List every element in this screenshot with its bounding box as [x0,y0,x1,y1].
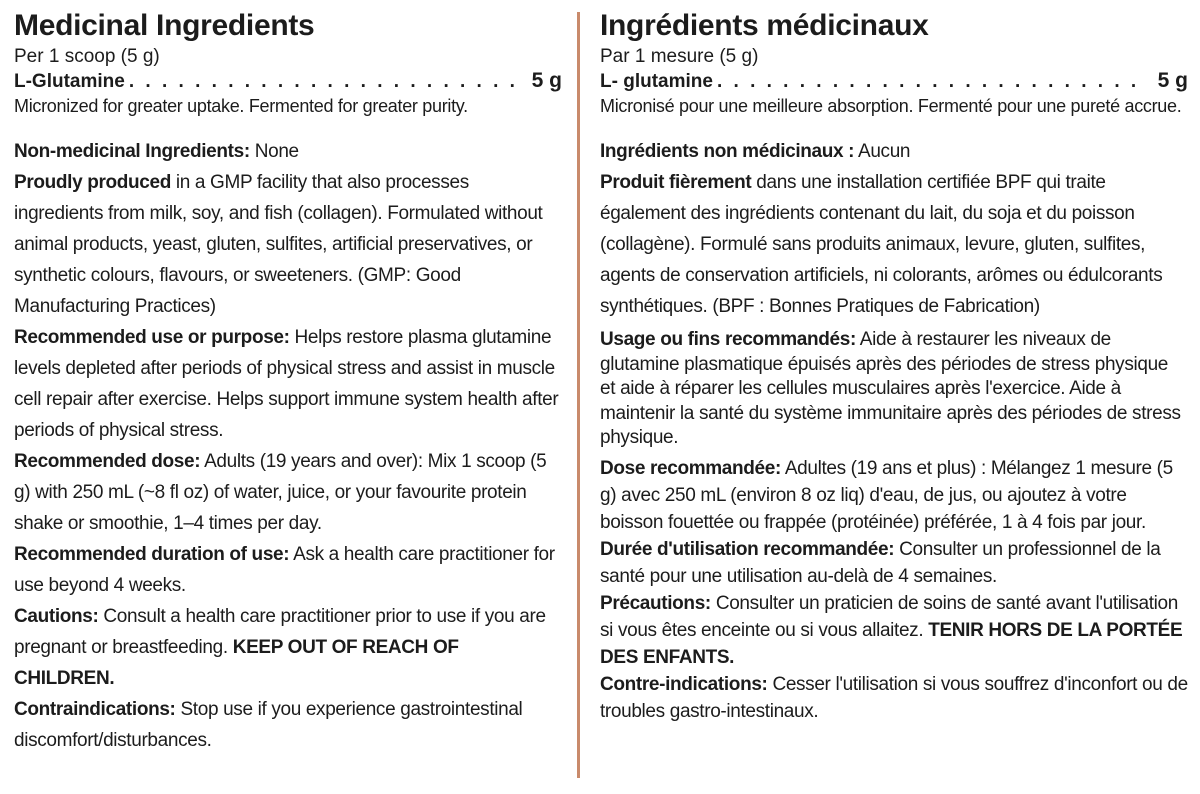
french-column [600,0,1188,725]
section-text: Aide à restaurer les niveaux de glutamine plasmatique épuisés après des périodes de stress physique et aide à réparer les cellules musculaires après l'exercice. Aide à maintenir la santé du système immunitaire après des périodes de stress physique. [600,329,1181,448]
section-label: Produit fièrement [600,172,752,193]
medicinal-ingredients-title: Medicinal Ingredients [14,9,315,42]
dot-leader [129,70,522,94]
section-text: Adultes (19 ans et plus) : Mélangez 1 mesure (5 g) avec 250 mL (environ 8 oz liq) d'eau, de jus, ou ajoutez à votre boisson fouettée ou frappée (protéinée) préférée, 1 à 4 fois par jour. [600,457,1173,533]
ingredient-row-fr [600,69,1188,94]
section-label: Cautions: [14,606,99,627]
ingredient-note-fr: Micronisé pour une meilleure absorption. Fermenté pour une pureté accrue. [600,96,1182,116]
section-text: Consult a health care practitioner prior to use if you are pregnant or breastfeeding. [14,606,546,658]
section-text: Stop use if you experience gastrointestinal discomfort/disturbances. [14,699,523,751]
ingredient-amount-fr: 5 g [1157,69,1188,92]
production-statement-fr [600,167,1188,322]
medicinal-ingredients-title-fr: Ingrédients médicinaux [600,9,929,42]
per-serving: Per 1 scoop (5 g) [14,46,160,67]
section-label: Recommended use or purpose: [14,327,290,348]
recommended-use [14,322,562,446]
production-statement [14,167,562,322]
recommended-dose-fr [600,455,1188,536]
label-sections-fr [600,136,1188,725]
dot-leader [717,70,1148,94]
section-label: Usage ou fins recommandés: [600,329,856,350]
ingredient-name: L-Glutamine [14,71,125,92]
contraindications-fr [600,671,1188,725]
keep-out-of-reach-warning: KEEP OUT OF REACH OF CHILDREN. [14,637,459,689]
section-text: Cesser l'utilisation si vous souffrez d'inconfort ou de troubles gastro-intestinaux. [600,673,1188,722]
section-text: in a GMP facility that also processes ingredients from milk, soy, and fish (collagen). Formulated without animal products, yeast, gluten, sulfites, artificial preservatives, or synthetic colours, flavours, or sweeteners. (GMP: Good Manufacturing Practices) [14,172,543,317]
section-label: Proudly produced [14,172,171,193]
section-text: Consulter un praticien de soins de santé avant l'utilisation si vous êtes enceinte ou si vous allaitez. [600,592,1178,641]
contraindications [14,694,562,756]
per-serving-fr: Par 1 mesure (5 g) [600,46,759,67]
recommended-duration [14,539,562,601]
cautions [14,601,562,694]
ingredient-row [14,69,562,94]
ingredient-note: Micronized for greater uptake. Fermented for greater purity. [14,96,468,116]
section-label: Durée d'utilisation recommandée: [600,538,895,560]
label-sections [14,136,562,756]
section-label: Dose recommandée: [600,457,781,479]
section-text: Aucun [854,141,911,162]
ingredient-amount: 5 g [531,69,562,92]
section-text: Consulter un professionnel de la santé pour une utilisation au-delà de 4 semaines. [600,538,1161,587]
section-label: Contre-indications: [600,673,768,695]
ingredient-name-fr: L- glutamine [600,71,713,92]
section-label: Précautions: [600,592,711,614]
section-label: Non-medicinal Ingredients: [14,141,250,162]
section-text: Helps restore plasma glutamine levels depleted after periods of physical stress and assist in muscle cell repair after exercise. Helps support immune system health after periods of physical stress. [14,327,559,441]
section-label: Ingrédients non médicinaux : [600,141,855,162]
english-column [14,0,562,756]
column-divider [577,12,580,778]
section-text: dans une installation certifiée BPF qui traite également des ingrédients contenant du lait, du soja et du poisson (collagène). Formulé sans produits animaux, levure, gluten, sulfites, agents de conservation artificiels, ni colorants, arômes ou édulcorants synthétiques. (BPF : Bonnes Pratiques de Fabrication) [600,172,1163,317]
recommended-duration-fr [600,536,1188,590]
section-text: Adults (19 years and over): Mix 1 scoop (5 g) with 250 mL (~8 fl oz) of water, juice, or your favourite protein shake or smoothie, 1–4 times per day. [14,451,547,534]
section-label: Contraindications: [14,699,176,720]
cautions-fr [600,590,1188,671]
recommended-dose [14,446,562,539]
section-text: None [249,141,299,162]
keep-out-of-reach-warning-fr: TENIR HORS DE LA PORTÉE DES ENFANTS. [600,619,1183,668]
non-medicinal-ingredients-fr [600,136,1188,167]
section-label: Recommended duration of use: [14,544,290,565]
recommended-use-fr [600,328,1188,451]
section-text: Ask a health care practitioner for use beyond 4 weeks. [14,544,555,596]
non-medicinal-ingredients [14,136,562,167]
section-label: Recommended dose: [14,451,201,472]
